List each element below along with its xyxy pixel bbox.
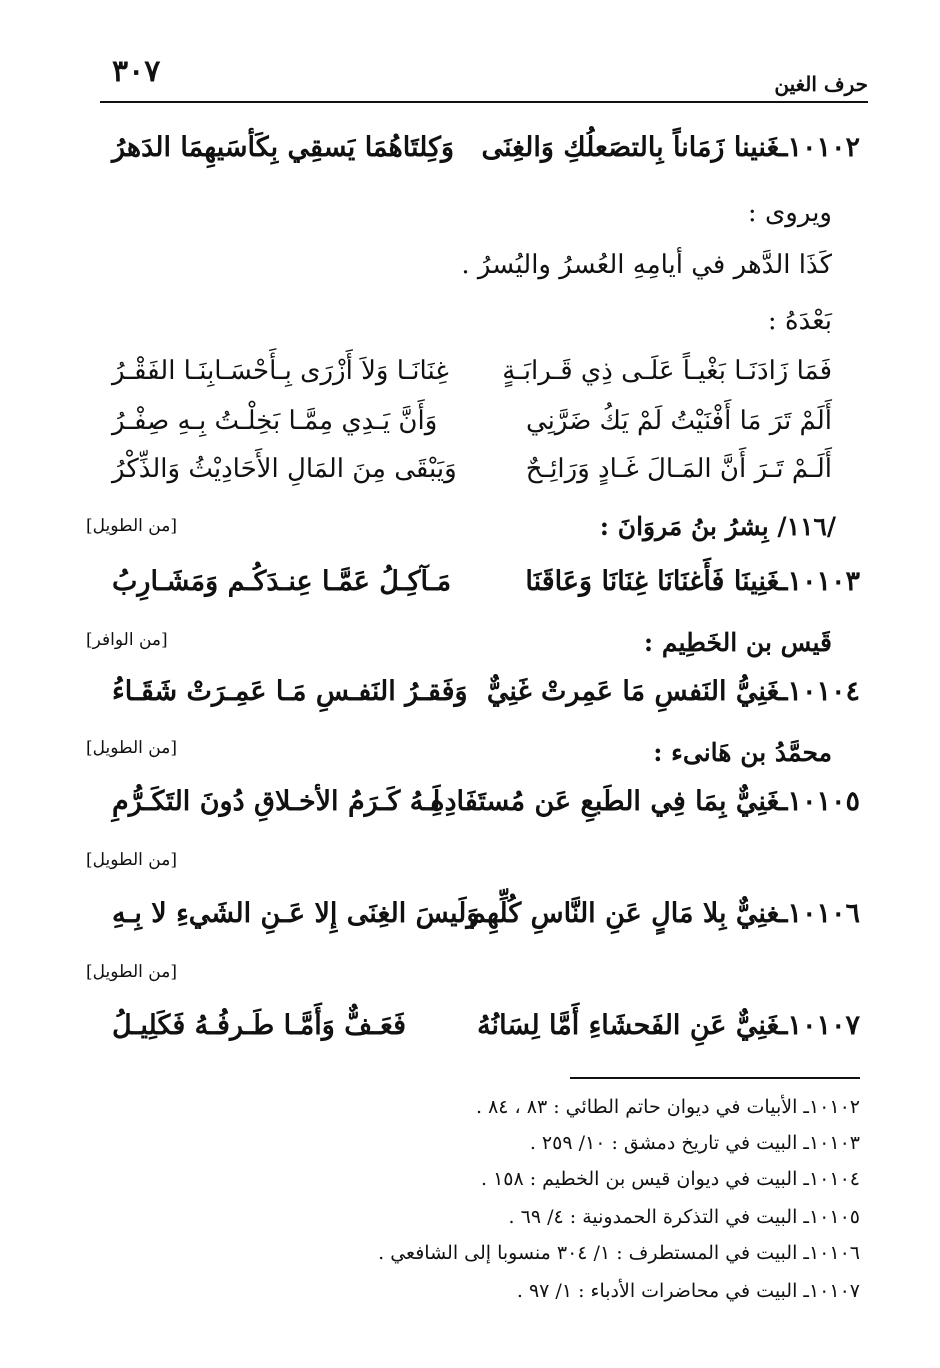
verse-hemistich-second: فَعَـفٌّ وَأَمَّـا طَـرفُـهُ فَكَلِيـلُ: [112, 1010, 406, 1041]
verse-hemistich-first: [482, 132, 861, 163]
verse-hemistich-first: أَلَـمْ تَـرَ أَنَّ المَـالَ غَـادٍ وَرَائِـحٌ: [525, 454, 832, 484]
footnote-10106: ١٠١٠٦ـ البيت في المستطرف : ١/ ٣٠٤ منسوبا إلى الشافعي .: [378, 1242, 860, 1264]
verse-text-first: غَنِيُّ النَفسِ مَا عَمِرتْ غَنِيٌّ: [486, 676, 780, 707]
verse-hemistich-first: [469, 898, 860, 929]
meter-label: [من الطويل]: [86, 850, 177, 870]
meter-label: [من الطويل]: [86, 962, 177, 982]
verse-hemistich-first: [477, 1010, 860, 1041]
meter-label: [من الطويل]: [86, 738, 177, 758]
verse-text-first: غَنِيٌّ عَنِ الفَحشَاءِ أَمَّا لِسَانُهُ: [477, 1010, 780, 1041]
footnote-10103: ١٠١٠٣ـ البيت في تاريخ دمشق : ١٠/ ٢٥٩ .: [529, 1132, 860, 1154]
verse-number: ١٠١٠٧ـ: [779, 1010, 860, 1041]
meter-label: [من الطويل]: [86, 516, 177, 536]
poet-attribution: محمَّدُ بن هَانىء :: [653, 738, 832, 767]
verse-text-first: غَنينا زَمَاناً بِالتصَعلُكِ وَالغِنَى: [481, 132, 780, 163]
footnote-10107: ١٠١٠٧ـ البيت في محاضرات الأدباء : ١/ ٩٧ .: [516, 1280, 860, 1302]
verse-hemistich-first: [487, 676, 860, 707]
verse-hemistich-first: [525, 566, 860, 597]
verse-hemistich-second: وَلَيسَ الغِنَى إِلا عَـنِ الشَيءِ لا بِـهِ: [112, 898, 480, 929]
page-header: [100, 52, 868, 102]
footnote-rule: [570, 1077, 860, 1079]
poet-attribution: قَيس بن الخَطِيم :: [643, 628, 832, 657]
verse-hemistich-first: فَمَا زَادَنَـا بَغْيـاً عَلَـى ذِي قَـرابَـةٍ: [502, 356, 832, 386]
verse-number: ١٠١٠٦ـ: [779, 898, 860, 929]
verse-text-first: غنِيٌّ بِلا مَالٍ عَنِ النَّاسِ كُلِّهِم: [469, 898, 780, 929]
verse-text-first: غَنِينَا فَأَغنَانَا غِنَانَا وَعَاقَنَا: [525, 566, 780, 597]
verse-number: ١٠١٠٥ـ: [779, 786, 860, 817]
verse-text-first: غَنِيٌّ بِمَا فِي الطَبعِ عَن مُستَفَادِهِ: [430, 786, 780, 817]
footnote-10102: ١٠١٠٢ـ الأبيات في ديوان حاتم الطائي : ٨٣ ، ٨٤ .: [476, 1096, 860, 1118]
verse-hemistich-second: وَفَقـرُ النَفـسِ مَـا عَمِـرَتْ شَقَـاءُ: [112, 676, 468, 707]
variant-label: ويروى :: [747, 198, 832, 228]
variant-text: كَذَا الدَّهر في أيامِهِ العُسرُ واليُسرُ .: [461, 250, 832, 280]
verse-hemistich-second: لَـهُ كَـرَمُ الأخـلاقِ دُونَ التَكَـرُّمِ: [112, 786, 441, 817]
chapter-title: حرف الغين: [774, 72, 868, 96]
verse-hemistich-first: أَلَمْ تَرَ مَا أَفْنَيْتُ لَمْ يَكُ ضَرَّنِي: [525, 406, 832, 436]
verse-hemistich-second: وَكِلتَاهُمَا يَسقِي بِكَأسَيهِمَا الدَهرُ: [112, 132, 454, 163]
after-label: بَعْدَهُ :: [767, 306, 832, 336]
verse-number: ١٠١٠٢ـ: [779, 132, 860, 163]
page-number: ٣٠٧: [112, 54, 161, 89]
footnote-10105: ١٠١٠٥ـ البيت في التذكرة الحمدونية : ٤/ ٦٩ .: [508, 1206, 860, 1228]
verse-hemistich-second: مَـآكِـلُ عَمَّـا عِنـدَكُـم وَمَشَـارِبُ: [112, 566, 452, 597]
verse-number: ١٠١٠٤ـ: [779, 676, 860, 707]
verse-number: ١٠١٠٣ـ: [779, 566, 860, 597]
verse-hemistich-second: وَيَبْقَى مِنَ المَالِ الأَحَادِيْثُ وَالذِّكْرُ: [112, 454, 457, 484]
footnote-10104: ١٠١٠٤ـ البيت في ديوان قيس بن الخطيم : ١٥٨ .: [480, 1168, 860, 1190]
verse-hemistich-second: غِنَانَـا وَلاَ أَزْرَى بِـأَحْسَـابِنَـا الفَقْـرُ: [112, 356, 449, 386]
meter-label: [من الوافر]: [86, 630, 168, 650]
verse-hemistich-first: [430, 786, 860, 817]
header-rule: [100, 101, 868, 103]
poet-attribution: /١١٦/ بِشرُ بنُ مَروَانَ :: [599, 512, 836, 541]
verse-hemistich-second: وَأَنَّ يَـدِي مِمَّـا بَخِلْـتُ بِـهِ صِفْـرُ: [112, 406, 438, 436]
